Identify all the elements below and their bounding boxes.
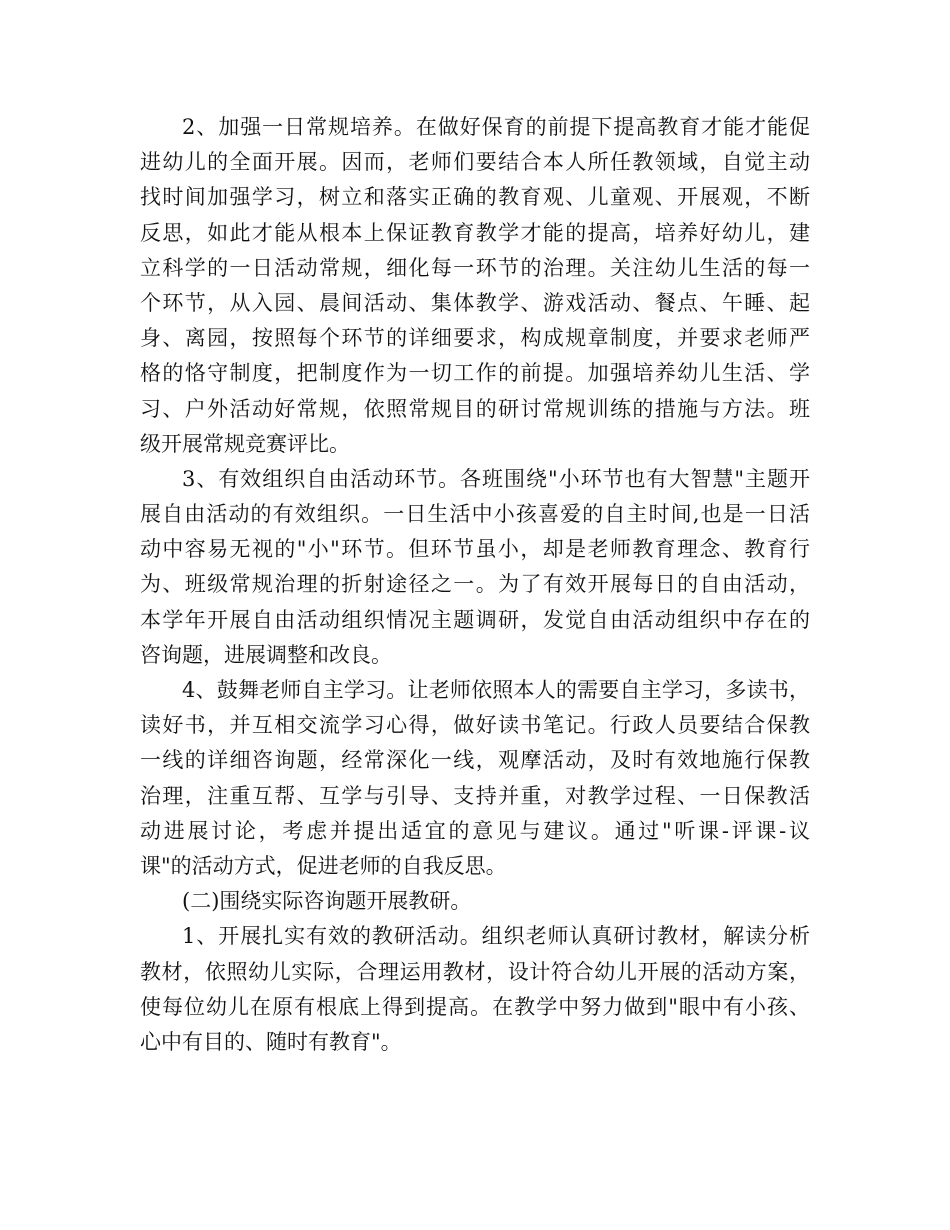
paragraph — [140, 673, 810, 884]
text-line: 级开展常规竞赛评比。 — [140, 431, 350, 456]
text-line: 4、鼓舞老师自主学习。让老师依照本人的需要自主学习，多读书， — [182, 678, 810, 702]
text-line: 个环节，从入园、晨间活动、集体教学、游戏活动、餐点、午睡、起 — [140, 290, 810, 315]
text-line: (二)围绕实际咨询题开展教研。 — [182, 889, 472, 914]
text-line: 一线的详细咨询题，经常深化一线，观摩活动，及时有效地施行保教 — [140, 748, 810, 773]
text-line: 展自由活动的有效组织。一日生活中小孩喜爱的自主时间,也是一日活 — [140, 502, 810, 527]
text-line: 3、有效组织自由活动环节。各班围绕"小环节也有大智慧"主题开 — [182, 466, 810, 491]
text-line: 动进展讨论，考虑并提出适宜的意见与建议。通过"听课-评课-议 — [140, 818, 810, 843]
paragraph — [140, 919, 810, 1060]
text-line: 格的恪守制度，把制度作为一切工作的前提。加强培养幼儿生活、学 — [140, 361, 810, 386]
text-line: 2、加强一日常规培养。在做好保育的前提下提高教育才能才能促 — [182, 115, 810, 139]
paragraph — [140, 110, 810, 462]
text-line: 动中容易无视的"小"环节。但环节虽小，却是老师教育理念、教育行 — [140, 537, 810, 562]
text-line: 反思，如此才能从根本上保证教育教学才能的提高，培养好幼儿，建 — [140, 220, 810, 245]
text-line: 进幼儿的全面开展。因而，老师们要结合本人所任教领域，自觉主动 — [140, 150, 810, 175]
text-line: 身、离园，按照每个环节的详细要求，构成规章制度，并要求老师严 — [140, 326, 810, 351]
paragraph — [140, 462, 810, 673]
text-line: 本学年开展自由活动组织情况主题调研，发觉自由活动组织中存在的 — [140, 607, 810, 632]
text-line: 读好书，并互相交流学习心得，做好读书笔记。行政人员要结合保教 — [140, 713, 810, 738]
text-line: 使每位幼儿在原有根底上得到提高。在教学中努力做到"眼中有小孩、 — [140, 994, 810, 1019]
document-body — [140, 110, 810, 1060]
text-line: 1、开展扎实有效的教研活动。组织老师认真研讨教材，解读分析 — [182, 924, 810, 949]
text-line: 课"的活动方式，促进老师的自我反思。 — [140, 853, 507, 878]
text-line: 找时间加强学习，树立和落实正确的教育观、儿童观、开展观，不断 — [140, 185, 810, 210]
text-line: 习、户外活动好常规，依照常规目的研讨常规训练的措施与方法。班 — [140, 396, 810, 421]
text-line: 治理，注重互帮、互学与引导、支持并重，对教学过程、一日保教活 — [140, 783, 810, 808]
text-line: 教材，依照幼儿实际，合理运用教材，设计符合幼儿开展的活动方案， — [140, 959, 810, 984]
text-line: 咨询题，进展调整和改良。 — [140, 642, 392, 667]
text-line: 为、班级常规治理的折射途径之一。为了有效开展每日的自由活动， — [140, 572, 810, 597]
text-line: 立科学的一日活动常规，细化每一环节的治理。关注幼儿生活的每一 — [140, 255, 810, 280]
text-line: 心中有目的、随时有教育"。 — [140, 1029, 402, 1054]
section-heading — [140, 884, 810, 919]
